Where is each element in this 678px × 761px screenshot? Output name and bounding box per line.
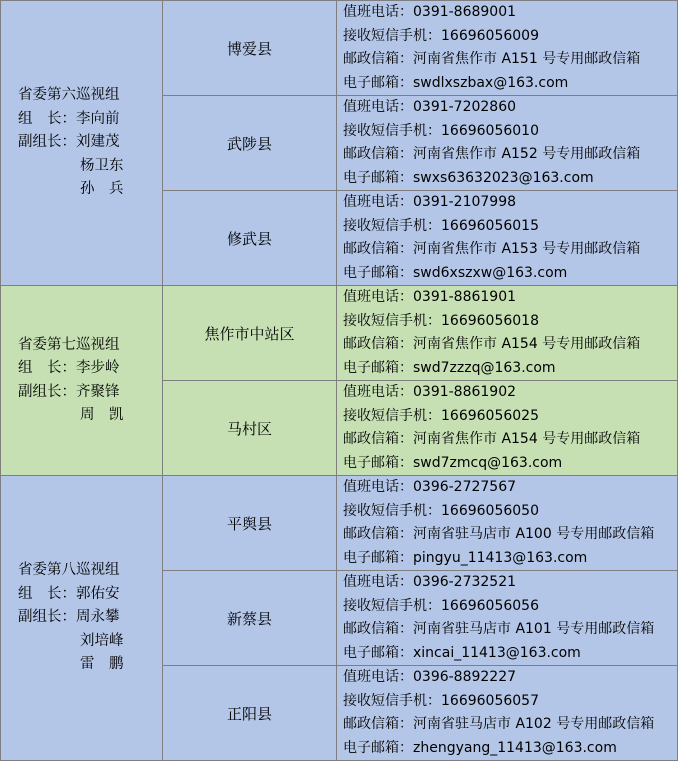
deputy-label: 副组长： <box>18 609 76 626</box>
postal-mailbox: 邮政信箱：河南省焦作市 A152 号专用邮政信箱 <box>343 146 641 162</box>
group-deputy-line <box>18 131 162 155</box>
group-leader: 郭佑安 <box>76 585 120 602</box>
duty-phone: 值班电话：0391-2107998 <box>343 194 517 210</box>
email-address: 电子邮箱：swd7zzzq@163.com <box>343 359 556 376</box>
duty-phone: 值班电话：0391-8861901 <box>343 289 517 305</box>
group-deputy-line <box>18 381 162 405</box>
postal-mailbox: 邮政信箱：河南省焦作市 A154 号专用邮政信箱 <box>343 431 641 447</box>
county-name: 马村区 <box>163 381 337 476</box>
group-deputy: 杨卫东 <box>80 157 124 174</box>
sms-phone: 接收短信手机：16696056057 <box>343 692 539 709</box>
postal-mailbox: 邮政信箱：河南省驻马店市 A100 号专用邮政信箱 <box>343 526 655 542</box>
table-row <box>1 476 678 571</box>
group-deputy: 刘建茂 <box>76 134 120 151</box>
group-deputy: 周 凯 <box>80 407 124 423</box>
group-leader-line <box>18 108 162 132</box>
table-row <box>1 286 678 381</box>
contact-info <box>337 666 678 761</box>
group-deputy: 周永攀 <box>76 609 120 626</box>
county-name: 修武县 <box>163 191 337 286</box>
sms-phone: 接收短信手机：16696056018 <box>343 312 539 329</box>
postal-mailbox: 邮政信箱：河南省驻马店市 A102 号专用邮政信箱 <box>343 716 655 732</box>
sms-phone: 接收短信手机：16696056015 <box>343 217 539 234</box>
deputy-label: 副组长： <box>18 134 76 151</box>
group-cell <box>1 286 163 476</box>
postal-mailbox: 邮政信箱：河南省焦作市 A151 号专用邮政信箱 <box>343 51 641 67</box>
email-address: 电子邮箱：swdlxszbax@163.com <box>343 74 569 91</box>
postal-mailbox: 邮政信箱：河南省焦作市 A154 号专用邮政信箱 <box>343 336 641 352</box>
county-name: 平舆县 <box>163 476 337 571</box>
group-name: 省委第七巡视组 <box>18 336 120 353</box>
table-row <box>1 1 678 96</box>
group-deputy: 雷 鹏 <box>80 656 124 673</box>
contact-info <box>337 191 678 286</box>
email-address: 电子邮箱：swd7zmcq@163.com <box>343 454 563 471</box>
email-address: 电子邮箱：xincai_11413@163.com <box>343 644 581 661</box>
sms-phone: 接收短信手机：16696056009 <box>343 27 539 44</box>
duty-phone: 值班电话：0391-8861902 <box>343 384 517 400</box>
group-deputy: 孙 兵 <box>80 181 124 198</box>
leader-label: 组 长： <box>18 110 76 127</box>
sms-phone: 接收短信手机：16696056025 <box>343 407 539 424</box>
leader-label: 组 长： <box>18 360 76 376</box>
sms-phone: 接收短信手机：16696056050 <box>343 502 539 519</box>
postal-mailbox: 邮政信箱：河南省焦作市 A153 号专用邮政信箱 <box>343 241 641 257</box>
duty-phone: 值班电话：0391-8689001 <box>343 4 517 20</box>
sms-phone: 接收短信手机：16696056010 <box>343 122 539 139</box>
contact-info <box>337 96 678 191</box>
group-cell <box>1 476 163 761</box>
group-cell <box>1 1 163 286</box>
sms-phone: 接收短信手机：16696056056 <box>343 597 539 614</box>
group-name: 省委第八巡视组 <box>18 562 120 579</box>
duty-phone: 值班电话：0391-7202860 <box>343 99 517 115</box>
postal-mailbox: 邮政信箱：河南省驻马店市 A101 号专用邮政信箱 <box>343 621 655 637</box>
group-name: 省委第六巡视组 <box>18 87 120 104</box>
group-deputy-line <box>18 606 162 630</box>
email-address: 电子邮箱：swxs63632023@163.com <box>343 169 594 186</box>
county-name: 新蔡县 <box>163 571 337 666</box>
county-name: 焦作市中站区 <box>163 286 337 381</box>
email-address: 电子邮箱：pingyu_11413@163.com <box>343 549 588 566</box>
duty-phone: 值班电话：0396-2732521 <box>343 574 517 590</box>
deputy-label: 副组长： <box>18 383 76 400</box>
county-name: 正阳县 <box>163 666 337 761</box>
leader-label: 组 长： <box>18 585 76 602</box>
county-name: 武陟县 <box>163 96 337 191</box>
contact-info <box>337 381 678 476</box>
group-leader: 李向前 <box>76 110 120 127</box>
email-address: 电子邮箱：swd6xszxw@163.com <box>343 264 568 281</box>
group-leader: 李步岭 <box>76 360 120 376</box>
group-leader-line <box>18 583 162 607</box>
group-deputy: 齐聚锋 <box>76 383 120 400</box>
contact-info <box>337 476 678 571</box>
duty-phone: 值班电话：0396-8892227 <box>343 669 517 685</box>
group-leader-line <box>18 357 162 381</box>
contact-info <box>337 1 678 96</box>
contact-info <box>337 571 678 666</box>
group-deputy: 刘培峰 <box>80 632 124 649</box>
contact-info <box>337 286 678 381</box>
duty-phone: 值班电话：0396-2727567 <box>343 479 517 495</box>
county-name: 博爱县 <box>163 1 337 96</box>
email-address: 电子邮箱：zhengyang_11413@163.com <box>343 739 617 756</box>
